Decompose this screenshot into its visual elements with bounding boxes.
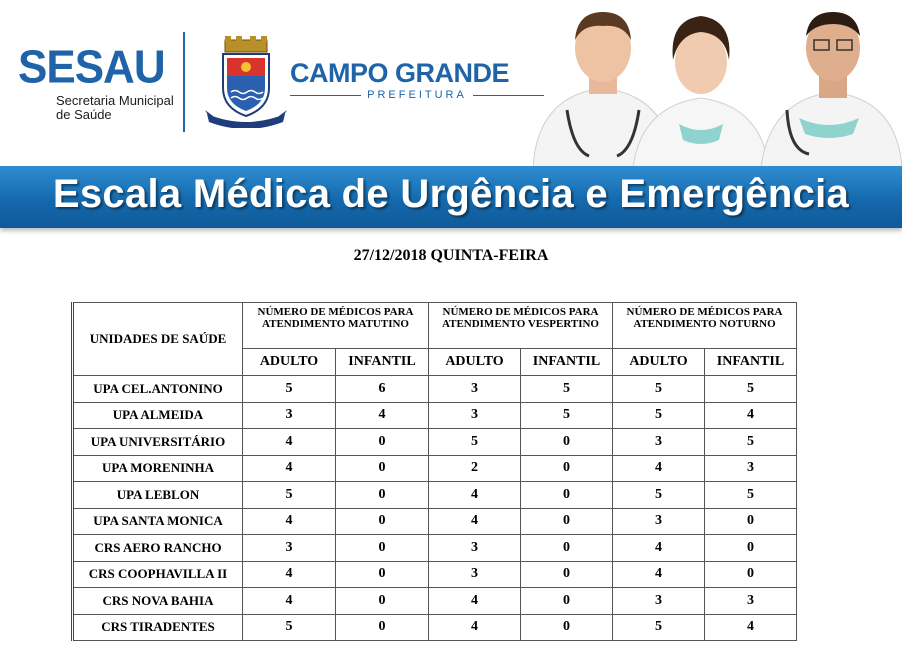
doctor-count-cell: 0: [336, 588, 429, 615]
doctor-count-cell: 5: [243, 376, 336, 403]
header: [0, 0, 902, 240]
doctor-count-cell: 0: [521, 508, 613, 535]
prefeitura-label: PREFEITURA: [367, 89, 467, 101]
doctor-count-cell: 0: [336, 455, 429, 482]
doctor-count-cell: 0: [521, 482, 613, 509]
doctor-count-cell: 3: [243, 535, 336, 562]
unit-name-cell: CRS TIRADENTES: [73, 614, 243, 641]
doctor-count-cell: 3: [613, 429, 705, 456]
doctor-count-cell: 0: [521, 614, 613, 641]
doctor-count-cell: 4: [243, 455, 336, 482]
title-banner: [0, 166, 902, 228]
doctor-count-cell: 5: [613, 376, 705, 403]
doctor-count-cell: 5: [243, 482, 336, 509]
table-row: [73, 614, 797, 641]
doctor-count-cell: 0: [336, 561, 429, 588]
doctor-count-cell: 4: [243, 561, 336, 588]
logo-divider: [183, 32, 185, 132]
doctor-count-cell: 3: [429, 402, 521, 429]
doctor-count-cell: 5: [705, 376, 797, 403]
city-crest-icon: [203, 36, 289, 128]
sub-header-cell: ADULTO: [613, 349, 705, 376]
doctor-count-cell: 5: [429, 429, 521, 456]
doctor-count-cell: 3: [705, 455, 797, 482]
unit-name-cell: UPA MORENINHA: [73, 455, 243, 482]
campo-grande-title: CAMPO GRANDE: [290, 58, 510, 88]
doctor-count-cell: 3: [429, 376, 521, 403]
unit-name-cell: UPA UNIVERSITÁRIO: [73, 429, 243, 456]
doctor-middle-figure: [633, 16, 769, 168]
doctor-count-cell: 0: [705, 561, 797, 588]
doctor-count-cell: 4: [243, 588, 336, 615]
doctor-count-cell: 3: [613, 588, 705, 615]
doctor-count-cell: 3: [613, 508, 705, 535]
doctor-count-cell: 4: [243, 508, 336, 535]
table-row: [73, 588, 797, 615]
doctor-count-cell: 0: [336, 614, 429, 641]
doctor-count-cell: 5: [613, 614, 705, 641]
table-row: [73, 482, 797, 509]
doctor-count-cell: 0: [705, 508, 797, 535]
doctor-count-cell: 4: [243, 429, 336, 456]
doctor-count-cell: 0: [521, 535, 613, 562]
unit-name-cell: UPA CEL.ANTONINO: [73, 376, 243, 403]
table-row: [73, 535, 797, 562]
schedule-date: 27/12/2018 QUINTA-FEIRA: [353, 247, 549, 264]
sub-header-cell: INFANTIL: [521, 349, 613, 376]
sesau-subtitle-line1: Secretaria Municipal: [56, 93, 174, 108]
doctor-count-cell: 0: [336, 482, 429, 509]
doctors-photo: [533, 0, 902, 168]
campo-grande-logo: [290, 58, 544, 101]
doctor-count-cell: 0: [336, 508, 429, 535]
unit-name-cell: CRS COOPHAVILLA II: [73, 561, 243, 588]
schedule-table-wrapper: [71, 302, 797, 641]
sub-header-cell: INFANTIL: [705, 349, 797, 376]
doctor-count-cell: 4: [336, 402, 429, 429]
doctor-count-cell: 5: [613, 402, 705, 429]
doctor-count-cell: 5: [705, 482, 797, 509]
prefeitura-line-left: [290, 95, 361, 96]
table-row: [73, 455, 797, 482]
table-row: [73, 561, 797, 588]
sub-header-cell: INFANTIL: [336, 349, 429, 376]
table-row: [73, 429, 797, 456]
doctor-count-cell: 4: [613, 535, 705, 562]
doctor-right-figure: [761, 12, 902, 168]
doctor-count-cell: 6: [336, 376, 429, 403]
doctor-count-cell: 5: [243, 614, 336, 641]
doctor-count-cell: 0: [336, 429, 429, 456]
table-row: [73, 402, 797, 429]
schedule-table-body: [73, 376, 797, 641]
doctor-count-cell: 3: [429, 535, 521, 562]
doctor-count-cell: 3: [705, 588, 797, 615]
sesau-subtitle-line2: de Saúde: [56, 107, 112, 122]
sub-header-cell: ADULTO: [243, 349, 336, 376]
unit-name-cell: CRS NOVA BAHIA: [73, 588, 243, 615]
unit-name-cell: CRS AERO RANCHO: [73, 535, 243, 562]
group-header-vespertino: NÚMERO DE MÉDICOS PARA ATENDIMENTO VESPERTINO: [429, 303, 613, 349]
doctor-count-cell: 4: [705, 402, 797, 429]
doctor-count-cell: 5: [613, 482, 705, 509]
doctor-count-cell: 4: [613, 561, 705, 588]
doctor-count-cell: 4: [429, 614, 521, 641]
table-row: [73, 508, 797, 535]
sub-header-cell: ADULTO: [429, 349, 521, 376]
doctor-count-cell: 4: [429, 588, 521, 615]
doctor-count-cell: 4: [705, 614, 797, 641]
unit-name-cell: UPA SANTA MONICA: [73, 508, 243, 535]
doctor-count-cell: 3: [429, 561, 521, 588]
unit-name-cell: UPA LEBLON: [73, 482, 243, 509]
doctor-count-cell: 4: [613, 455, 705, 482]
sesau-subtitle: [56, 94, 174, 122]
doctor-count-cell: 0: [336, 535, 429, 562]
prefeitura-row: [290, 89, 544, 101]
banner-title: Escala Médica de Urgência e Emergência: [52, 172, 850, 216]
group-header-row: [73, 303, 797, 349]
doctor-count-cell: 0: [521, 455, 613, 482]
doctor-count-cell: 4: [429, 482, 521, 509]
doctor-count-cell: 0: [521, 429, 613, 456]
group-header-matutino: NÚMERO DE MÉDICOS PARA ATENDIMENTO MATUTINO: [243, 303, 429, 349]
doctor-count-cell: 0: [705, 535, 797, 562]
group-header-noturno: NÚMERO DE MÉDICOS PARA ATENDIMENTO NOTURNO: [613, 303, 797, 349]
doctor-count-cell: 2: [429, 455, 521, 482]
doctor-count-cell: 0: [521, 588, 613, 615]
doctor-count-cell: 5: [521, 376, 613, 403]
doctor-count-cell: 4: [429, 508, 521, 535]
table-row: [73, 376, 797, 403]
schedule-table: [71, 302, 797, 641]
sesau-logo: SESAU: [18, 41, 165, 94]
unit-name-cell: UPA ALMEIDA: [73, 402, 243, 429]
sesau-logo-block: [18, 41, 174, 122]
doctor-count-cell: 3: [243, 402, 336, 429]
doctor-count-cell: 0: [521, 561, 613, 588]
unit-column-header: UNIDADES DE SAÚDE: [73, 303, 243, 376]
doctor-count-cell: 5: [521, 402, 613, 429]
doctor-count-cell: 5: [705, 429, 797, 456]
